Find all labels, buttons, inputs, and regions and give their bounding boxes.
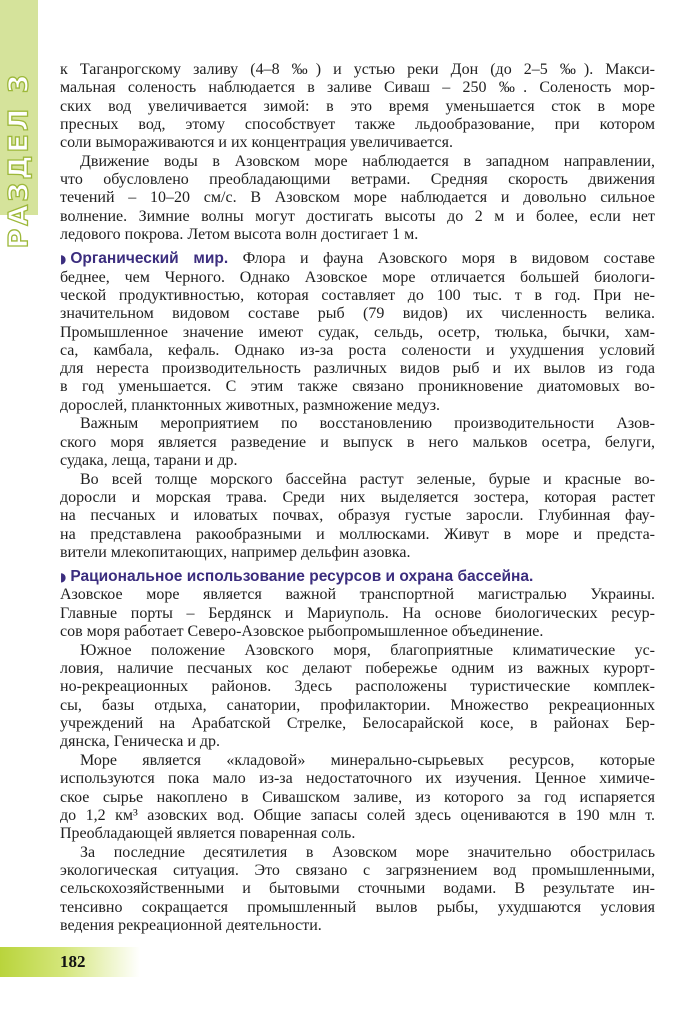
text-line: Главные порты – Бердянск и Мариуполь. На основе биологических ресур- — [60, 604, 655, 622]
text-line: ловия, наличие песчаных кос делают побережье одним из важных курорт- — [60, 660, 655, 678]
page-body-text — [60, 61, 655, 936]
text-line: Важным мероприятием по восстановлению производительности Азов- — [80, 415, 655, 433]
text-line: доросли и морская трава. Среди них выделяется зостера, которая растет — [60, 489, 655, 506]
text-line: соли вымораживаются и их концентрация увеличивается. — [60, 134, 453, 152]
text-line: но-рекреационных районов. Здесь расположены туристические комплек- — [60, 678, 655, 696]
text-line: ведения рекреационной деятельности. — [60, 917, 322, 934]
text-line: на представлена ракообразными и моллюсками. Живут в море и предста- — [60, 525, 655, 543]
heading-line — [60, 250, 655, 268]
text-line: ледового покрова. Летом высота волн достигает 1 м. — [60, 226, 419, 244]
heading-line — [60, 568, 655, 586]
section-bullet-icon: ◗ — [60, 252, 67, 267]
text-line: к Таганрогскому заливу (4–8 ‰) и устью реки Дон (до 2–5 ‰). Макси- — [60, 61, 655, 78]
text-line: вители млекопитающих, например дельфин азовка. — [60, 543, 411, 561]
text-line: Флора и фауна Азовского моря в видовом составе — [242, 250, 656, 268]
text-line: Движение воды в Азовском море наблюдается в западном направлении, — [80, 152, 655, 170]
text-line: сельскохозяйственными и бытовыми сточными водами. В результате ин- — [60, 880, 655, 898]
section-heading: Рациональное использование ресурсов и охрана бассейна. — [70, 568, 534, 586]
text-line: дорослей, планктонных животных, размножение медуз. — [60, 396, 441, 414]
section-label: РАЗДЕЛ 3 — [3, 71, 35, 249]
text-line: что обусловлено преобладающими ветрами. Средняя скорость движения — [60, 171, 655, 189]
paragraph — [60, 471, 655, 562]
text-line: на песчаных и иловатых почвах, образуя густые заросли. Глубинная фау- — [60, 507, 655, 525]
paragraph — [60, 642, 655, 752]
section-sidebar-tab — [0, 0, 38, 249]
text-line: Во всей толще морского бассейна растут зеленые, бурые и красные во- — [80, 470, 655, 488]
text-line: до 1,2 км³ азовских вод. Общие запасы солей здесь оцениваются в 190 млн т. — [60, 806, 655, 824]
text-line: Промышленное значение имеют судак, сельдь, осетр, тюлька, бычки, хам- — [60, 323, 655, 341]
text-line: Азовское море является важной транспортной магистралью Украины. — [60, 586, 655, 604]
section-paragraph — [60, 568, 655, 641]
page-number: 182 — [60, 952, 86, 971]
text-line: Преобладающей является поваренная соль. — [60, 825, 356, 843]
text-line: За последние десятилетия в Азовском море значительно обострилась — [80, 843, 655, 861]
text-line: сы, базы отдыха, санатории, профилактории. Множество рекреационных — [60, 696, 655, 714]
paragraph — [60, 153, 655, 244]
text-line: судака, леща, тарани и др. — [60, 452, 238, 470]
text-line: ских вод увеличивается зимой: в это время уменьшается сток в море — [60, 97, 655, 115]
text-line: для нереста производительность различных видов рыб и их вылов из года — [60, 360, 655, 378]
section-heading: Органический мир. — [70, 250, 229, 268]
paragraph — [60, 752, 655, 843]
text-line: са, камбала, кефаль. Однако из-за роста солености и ухудшения условий — [60, 341, 655, 359]
paragraph — [60, 844, 655, 935]
text-line: экологическая ситуация. Это связано с загрязнением вод промышленными, — [60, 862, 655, 880]
text-line: используются пока мало из-за недостаточного их изучения. Ценное химиче- — [60, 770, 655, 788]
paragraph — [60, 61, 655, 152]
text-line: мальная соленость наблюдается в заливе Сиваш – 250 ‰. Соленость мор- — [60, 79, 655, 97]
text-line: Южное положение Азовского моря, благоприятные климатические ус- — [80, 641, 655, 659]
text-line: сов моря работает Северо-Азовское рыбопромышленное объединение. — [60, 623, 544, 641]
text-line: ческой продуктивностью, которая составляет до 100 тыс. т в год. При не- — [60, 286, 655, 304]
paragraph — [60, 415, 655, 470]
text-line: дянска, Геническа и др. — [60, 733, 221, 751]
text-line: значительном видовом составе рыб (79 видов) их численность велика. — [60, 305, 655, 323]
text-line: волнение. Зимние волны могут достигать высоты до 2 м и более, если нет — [60, 207, 655, 225]
section-bullet-icon: ◗ — [60, 570, 67, 585]
section-paragraph — [60, 250, 655, 415]
text-line: беднее, чем Черного. Однако Азовское море отличается большей биологи- — [60, 268, 655, 286]
text-line: Море является «кладовой» минерально-сырьевых ресурсов, которые — [80, 751, 655, 769]
text-line: тенсивно сокращается промышленный вылов рыбы, ухудшаются условия — [60, 898, 655, 916]
text-line: течений – 10–20 см/с. В Азовском море наблюдается и довольно сильное — [60, 189, 655, 207]
text-line: ское сырье накоплено в Сивашском заливе, из которого за год испаряется — [60, 788, 655, 806]
text-line: в год уменьшается. С этим также связано проникновение диатомовых во- — [60, 378, 655, 396]
text-line: пресных вод, этому способствует также льдообразование, при котором — [60, 115, 655, 133]
text-line: ского моря является разведение и выпуск в него мальков осетра, белуги, — [60, 433, 655, 451]
text-line: учреждений на Арабатской Стрелке, Белосарайской косе, в районах Бер- — [60, 714, 655, 732]
